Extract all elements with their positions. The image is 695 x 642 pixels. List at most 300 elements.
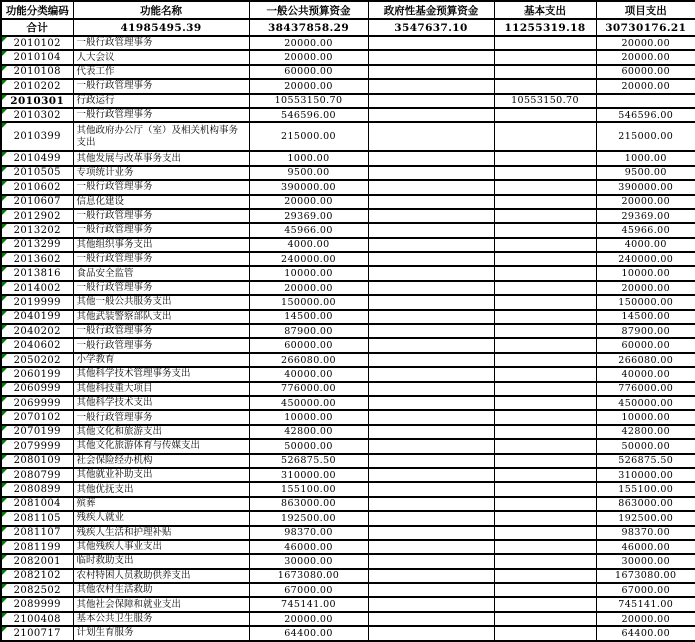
general-budget-cell[interactable]: 310000.00 [249,468,368,482]
general-budget-cell[interactable]: 20000.00 [249,281,368,295]
basic-expenditure-cell[interactable] [494,540,596,554]
project-expenditure-cell[interactable]: 50000.00 [596,439,695,453]
general-budget-cell[interactable]: 45966.00 [249,223,368,237]
basic-expenditure-cell[interactable] [494,65,596,79]
function-name-cell[interactable]: 其他科技重大项目 [73,382,249,396]
function-code-cell[interactable]: 2010202 [1,79,73,93]
government-fund-cell[interactable] [368,425,494,439]
project-expenditure-cell[interactable]: 45966.00 [596,223,695,237]
government-fund-cell[interactable] [368,252,494,266]
error-indicator-icon [2,483,7,488]
error-indicator-icon [2,397,7,402]
function-name-cell[interactable]: 其他武装警察部队支出 [73,310,249,324]
table-row [1,626,695,640]
basic-expenditure-cell[interactable] [494,511,596,525]
general-budget-cell[interactable]: 776000.00 [249,382,368,396]
basic-expenditure-cell[interactable] [494,410,596,424]
general-budget-cell[interactable]: 60000.00 [249,65,368,79]
basic-expenditure-cell[interactable] [494,180,596,194]
general-budget-cell[interactable]: 20000.00 [249,195,368,209]
government-fund-cell[interactable] [368,94,494,108]
general-budget-cell[interactable]: 546596.00 [249,108,368,122]
function-code-cell[interactable]: 2010499 [1,151,73,165]
project-expenditure-cell[interactable]: 20000.00 [596,36,695,50]
government-fund-cell[interactable] [368,79,494,93]
government-fund-cell[interactable] [368,439,494,453]
general-budget-cell[interactable]: 42800.00 [249,425,368,439]
table-row [1,310,695,324]
basic-expenditure-cell[interactable] [494,338,596,352]
function-name-cell[interactable]: 残疾人生活和护理补贴 [73,526,249,540]
function-code-cell[interactable]: 2019999 [1,295,73,309]
government-fund-cell[interactable] [368,554,494,568]
government-fund-cell[interactable] [368,209,494,223]
project-expenditure-cell[interactable]: 266080.00 [596,353,695,367]
basic-expenditure-cell[interactable] [494,151,596,165]
government-fund-cell[interactable] [368,295,494,309]
government-fund-cell[interactable] [368,526,494,540]
function-code-cell[interactable]: 2040202 [1,324,73,338]
project-expenditure-cell[interactable]: 64400.00 [596,626,695,640]
project-expenditure-cell[interactable]: 60000.00 [596,65,695,79]
total-general-budget-cell[interactable]: 38437858.29 [249,19,368,36]
basic-expenditure-cell[interactable] [494,195,596,209]
basic-expenditure-cell[interactable] [494,583,596,597]
basic-expenditure-cell[interactable] [494,108,596,122]
function-code-cell[interactable]: 2010301 [1,94,73,108]
table-row [1,410,695,424]
function-name-cell[interactable]: 其他优抚支出 [73,482,249,496]
function-name-cell[interactable]: 农村特困人员救助供养支出 [73,569,249,583]
government-fund-cell[interactable] [368,367,494,381]
col-header-project-expenditure[interactable]: 项目支出 [596,1,695,19]
project-expenditure-cell[interactable]: 546596.00 [596,108,695,122]
project-expenditure-cell[interactable]: 1000.00 [596,151,695,165]
basic-expenditure-cell[interactable] [494,569,596,583]
table-row [1,94,695,108]
general-budget-cell[interactable]: 40000.00 [249,367,368,381]
general-budget-cell[interactable]: 150000.00 [249,295,368,309]
government-fund-cell[interactable] [368,180,494,194]
function-name-cell[interactable]: 信息化建设 [73,195,249,209]
government-fund-cell[interactable] [368,223,494,237]
general-budget-cell[interactable]: 10553150.70 [249,94,368,108]
col-header-function-name[interactable]: 功能名称 [73,1,249,19]
function-name-cell[interactable]: 一般行政管理事务 [73,338,249,352]
general-budget-cell[interactable]: 9500.00 [249,166,368,180]
function-code-cell[interactable]: 2010399 [1,122,73,151]
col-header-government-fund-budget[interactable]: 政府性基金预算资金 [368,1,494,19]
basic-expenditure-cell[interactable] [494,526,596,540]
function-code-cell[interactable]: 2050202 [1,353,73,367]
table-row [1,238,695,252]
government-fund-cell[interactable] [368,382,494,396]
project-expenditure-cell[interactable]: 10000.00 [596,266,695,280]
project-expenditure-cell[interactable]: 215000.00 [596,122,695,151]
general-budget-cell[interactable]: 29369.00 [249,209,368,223]
project-expenditure-cell[interactable]: 98370.00 [596,526,695,540]
basic-expenditure-cell[interactable] [494,612,596,626]
project-expenditure-cell[interactable]: 14500.00 [596,310,695,324]
general-budget-cell[interactable]: 240000.00 [249,252,368,266]
general-budget-cell[interactable]: 14500.00 [249,310,368,324]
project-expenditure-cell[interactable]: 20000.00 [596,281,695,295]
project-expenditure-cell[interactable]: 390000.00 [596,180,695,194]
basic-expenditure-cell[interactable] [494,497,596,511]
basic-expenditure-cell[interactable]: 10553150.70 [494,94,596,108]
table-row [1,454,695,468]
basic-expenditure-cell[interactable] [494,50,596,64]
error-indicator-icon [2,224,7,229]
table-row [1,281,695,295]
basic-expenditure-cell[interactable] [494,425,596,439]
government-fund-cell[interactable] [368,540,494,554]
error-indicator-icon [2,37,7,42]
project-expenditure-cell[interactable]: 87900.00 [596,324,695,338]
general-budget-cell[interactable]: 46000.00 [249,540,368,554]
function-code-cell[interactable]: 2080109 [1,454,73,468]
function-code-cell[interactable]: 2060999 [1,382,73,396]
project-expenditure-cell[interactable]: 67000.00 [596,583,695,597]
table-row [1,209,695,223]
error-indicator-icon [2,152,7,157]
error-indicator-icon [2,598,7,603]
government-fund-cell[interactable] [368,281,494,295]
total-label-cell[interactable]: 合计 [1,19,73,36]
project-expenditure-cell[interactable]: 450000.00 [596,396,695,410]
project-expenditure-cell[interactable]: 240000.00 [596,252,695,266]
error-indicator-icon [2,469,7,474]
function-code-cell[interactable]: 2040602 [1,338,73,352]
function-code-cell[interactable]: 2010302 [1,108,73,122]
function-name-cell[interactable]: 其他科学技术支出 [73,396,249,410]
function-name-cell[interactable]: 人大会议 [73,50,249,64]
error-indicator-icon [2,325,7,330]
government-fund-cell[interactable] [368,310,494,324]
table-row [1,79,695,93]
project-expenditure-cell[interactable]: 192500.00 [596,511,695,525]
government-fund-cell[interactable] [368,353,494,367]
function-name-cell[interactable]: 一般行政管理事务 [73,410,249,424]
general-budget-cell[interactable]: 60000.00 [249,338,368,352]
project-expenditure-cell[interactable]: 1673080.00 [596,569,695,583]
table-row [1,468,695,482]
general-budget-cell[interactable]: 863000.00 [249,497,368,511]
function-name-cell[interactable]: 食品安全监管 [73,266,249,280]
basic-expenditure-cell[interactable] [494,382,596,396]
project-expenditure-cell[interactable]: 776000.00 [596,382,695,396]
government-fund-cell[interactable] [368,583,494,597]
basic-expenditure-cell[interactable] [494,353,596,367]
function-code-cell[interactable]: 2082001 [1,554,73,568]
project-expenditure-cell[interactable]: 42800.00 [596,425,695,439]
function-code-cell[interactable]: 2014002 [1,281,73,295]
general-budget-cell[interactable]: 526875.50 [249,454,368,468]
function-code-cell[interactable]: 2070102 [1,410,73,424]
general-budget-cell[interactable]: 450000.00 [249,396,368,410]
error-indicator-icon [2,555,7,560]
function-code-cell[interactable]: 2089999 [1,597,73,611]
basic-expenditure-cell[interactable] [494,223,596,237]
basic-expenditure-cell[interactable] [494,626,596,640]
general-budget-cell[interactable]: 1673080.00 [249,569,368,583]
function-code-cell[interactable]: 2081105 [1,511,73,525]
function-name-cell[interactable]: 其他就业补助支出 [73,468,249,482]
project-expenditure-cell[interactable]: 40000.00 [596,367,695,381]
government-fund-cell[interactable] [368,151,494,165]
function-code-cell[interactable]: 2082502 [1,583,73,597]
function-name-cell[interactable]: 其他残疾人事业支出 [73,540,249,554]
table-row [1,252,695,266]
government-fund-cell[interactable] [368,597,494,611]
error-indicator-icon [2,95,7,100]
basic-expenditure-cell[interactable] [494,266,596,280]
government-fund-cell[interactable] [368,166,494,180]
project-expenditure-cell[interactable]: 10000.00 [596,410,695,424]
error-indicator-icon [2,368,7,373]
col-header-general-public-budget[interactable]: 一般公共预算资金 [249,1,368,19]
table-row [1,166,695,180]
function-name-cell[interactable]: 专项统计业务 [73,166,249,180]
function-name-cell[interactable]: 其他社会保障和就业支出 [73,597,249,611]
table-row [1,266,695,280]
total-overall-cell[interactable]: 41985495.39 [73,19,249,36]
project-expenditure-cell[interactable]: 20000.00 [596,195,695,209]
general-budget-cell[interactable]: 20000.00 [249,612,368,626]
basic-expenditure-cell[interactable] [494,209,596,223]
function-name-cell[interactable]: 一般行政管理事务 [73,281,249,295]
function-name-cell[interactable]: 其他组织事务支出 [73,238,249,252]
government-fund-cell[interactable] [368,612,494,626]
general-budget-cell[interactable]: 4000.00 [249,238,368,252]
function-name-cell[interactable]: 临时救助支出 [73,554,249,568]
function-code-cell[interactable]: 2010607 [1,195,73,209]
project-expenditure-cell[interactable]: 20000.00 [596,79,695,93]
project-expenditure-cell[interactable]: 745141.00 [596,597,695,611]
table-row [1,295,695,309]
function-name-cell[interactable]: 基本公共卫生服务 [73,612,249,626]
table-row [1,338,695,352]
function-code-cell[interactable]: 2080799 [1,468,73,482]
table-row [1,324,695,338]
error-indicator-icon [2,239,7,244]
error-indicator-icon [2,282,7,287]
government-fund-cell[interactable] [368,497,494,511]
government-fund-cell[interactable] [368,468,494,482]
basic-expenditure-cell[interactable] [494,252,596,266]
function-name-cell[interactable]: 其他政府办公厅（室）及相关机构事务支出 [73,122,249,151]
table-row [1,396,695,410]
error-indicator-icon [2,512,7,517]
function-code-cell[interactable]: 2082102 [1,569,73,583]
government-fund-cell[interactable] [368,396,494,410]
function-name-cell[interactable]: 其他一般公共服务支出 [73,295,249,309]
function-code-cell[interactable]: 2013299 [1,238,73,252]
function-code-cell[interactable]: 2081199 [1,540,73,554]
table-row [1,195,695,209]
project-expenditure-cell[interactable]: 60000.00 [596,338,695,352]
general-budget-cell[interactable]: 20000.00 [249,50,368,64]
government-fund-cell[interactable] [368,122,494,151]
function-code-cell[interactable]: 2010602 [1,180,73,194]
function-name-cell[interactable]: 社会保险经办机构 [73,454,249,468]
general-budget-cell[interactable]: 98370.00 [249,526,368,540]
project-expenditure-cell[interactable]: 526875.50 [596,454,695,468]
general-budget-cell[interactable]: 215000.00 [249,122,368,151]
function-name-cell[interactable]: 一般行政管理事务 [73,324,249,338]
function-code-cell[interactable]: 2080899 [1,482,73,496]
function-code-cell[interactable]: 2010505 [1,166,73,180]
general-budget-cell[interactable]: 20000.00 [249,79,368,93]
project-expenditure-cell[interactable]: 46000.00 [596,540,695,554]
function-code-cell[interactable]: 2040199 [1,310,73,324]
general-budget-cell[interactable]: 20000.00 [249,36,368,50]
general-budget-cell[interactable]: 192500.00 [249,511,368,525]
table-row [1,65,695,79]
government-fund-cell[interactable] [368,511,494,525]
function-name-cell[interactable]: 其他文化和旅游支出 [73,425,249,439]
general-budget-cell[interactable]: 745141.00 [249,597,368,611]
function-name-cell[interactable]: 计划生育服务 [73,626,249,640]
project-expenditure-cell[interactable]: 4000.00 [596,238,695,252]
function-name-cell[interactable]: 其他科学技术管理事务支出 [73,367,249,381]
general-budget-cell[interactable]: 87900.00 [249,324,368,338]
col-header-basic-expenditure[interactable]: 基本支出 [494,1,596,19]
general-budget-cell[interactable]: 10000.00 [249,410,368,424]
basic-expenditure-cell[interactable] [494,238,596,252]
government-fund-cell[interactable] [368,482,494,496]
government-fund-cell[interactable] [368,266,494,280]
table-row [1,612,695,626]
project-expenditure-cell[interactable]: 863000.00 [596,497,695,511]
function-name-cell[interactable]: 残疾人就业 [73,511,249,525]
basic-expenditure-cell[interactable] [494,79,596,93]
project-expenditure-cell[interactable]: 20000.00 [596,612,695,626]
function-code-cell[interactable]: 2013202 [1,223,73,237]
government-fund-cell[interactable] [368,454,494,468]
project-expenditure-cell[interactable] [596,94,695,108]
project-expenditure-cell[interactable]: 150000.00 [596,295,695,309]
table-row [1,497,695,511]
basic-expenditure-cell[interactable] [494,122,596,151]
function-name-cell[interactable]: 殡葬 [73,497,249,511]
basic-expenditure-cell[interactable] [494,324,596,338]
total-basic-expenditure-cell[interactable]: 11255319.18 [494,19,596,36]
general-budget-cell[interactable]: 1000.00 [249,151,368,165]
function-code-cell[interactable]: 2010108 [1,65,73,79]
project-expenditure-cell[interactable]: 20000.00 [596,50,695,64]
general-budget-cell[interactable]: 64400.00 [249,626,368,640]
function-code-cell[interactable]: 2079999 [1,439,73,453]
function-name-cell[interactable]: 一般行政管理事务 [73,223,249,237]
project-expenditure-cell[interactable]: 155100.00 [596,482,695,496]
basic-expenditure-cell[interactable] [494,454,596,468]
function-code-cell[interactable]: 2013602 [1,252,73,266]
general-budget-cell[interactable]: 10000.00 [249,266,368,280]
function-code-cell[interactable]: 2070199 [1,425,73,439]
government-fund-cell[interactable] [368,108,494,122]
function-name-cell[interactable]: 一般行政管理事务 [73,108,249,122]
error-indicator-icon [2,267,7,272]
project-expenditure-cell[interactable]: 29369.00 [596,209,695,223]
function-name-cell[interactable]: 一般行政管理事务 [73,180,249,194]
table-row [1,511,695,525]
function-code-cell[interactable]: 2013816 [1,266,73,280]
function-name-cell[interactable]: 代表工作 [73,65,249,79]
basic-expenditure-cell[interactable] [494,482,596,496]
project-expenditure-cell[interactable]: 30000.00 [596,554,695,568]
function-code-cell[interactable]: 2010102 [1,36,73,50]
function-code-cell[interactable]: 2010104 [1,50,73,64]
general-budget-cell[interactable]: 390000.00 [249,180,368,194]
total-row [1,19,695,36]
basic-expenditure-cell[interactable] [494,439,596,453]
basic-expenditure-cell[interactable] [494,468,596,482]
general-budget-cell[interactable]: 67000.00 [249,583,368,597]
basic-expenditure-cell[interactable] [494,554,596,568]
function-name-cell[interactable]: 其他文化旅游体育与传媒支出 [73,439,249,453]
project-expenditure-cell[interactable]: 310000.00 [596,468,695,482]
function-code-cell[interactable]: 2100717 [1,626,73,640]
government-fund-cell[interactable] [368,195,494,209]
function-code-cell[interactable]: 2081004 [1,497,73,511]
function-name-cell[interactable]: 其他发展与改革事务支出 [73,151,249,165]
general-budget-cell[interactable]: 30000.00 [249,554,368,568]
government-fund-cell[interactable] [368,50,494,64]
col-header-function-code[interactable]: 功能分类编码 [1,1,73,19]
basic-expenditure-cell[interactable] [494,597,596,611]
function-code-cell[interactable]: 2060199 [1,367,73,381]
basic-expenditure-cell[interactable] [494,166,596,180]
general-budget-cell[interactable]: 50000.00 [249,439,368,453]
table-row [1,36,695,50]
government-fund-cell[interactable] [368,324,494,338]
total-government-fund-cell[interactable]: 3547637.10 [368,19,494,36]
basic-expenditure-cell[interactable] [494,295,596,309]
basic-expenditure-cell[interactable] [494,281,596,295]
function-code-cell[interactable]: 2069999 [1,396,73,410]
function-name-cell[interactable]: 一般行政管理事务 [73,252,249,266]
total-project-expenditure-cell[interactable]: 30730176.21 [596,19,695,36]
government-fund-cell[interactable] [368,238,494,252]
government-fund-cell[interactable] [368,338,494,352]
function-name-cell[interactable]: 一般行政管理事务 [73,209,249,223]
function-name-cell[interactable]: 一般行政管理事务 [73,79,249,93]
function-name-cell[interactable]: 其他农村生活救助 [73,583,249,597]
function-name-cell[interactable]: 小学教育 [73,353,249,367]
function-name-cell[interactable]: 一般行政管理事务 [73,36,249,50]
function-code-cell[interactable]: 2081107 [1,526,73,540]
government-fund-cell[interactable] [368,65,494,79]
government-fund-cell[interactable] [368,36,494,50]
function-name-cell[interactable]: 行政运行 [73,94,249,108]
function-code-cell[interactable]: 2012902 [1,209,73,223]
project-expenditure-cell[interactable]: 9500.00 [596,166,695,180]
government-fund-cell[interactable] [368,569,494,583]
basic-expenditure-cell[interactable] [494,310,596,324]
general-budget-cell[interactable]: 155100.00 [249,482,368,496]
government-fund-cell[interactable] [368,410,494,424]
general-budget-cell[interactable]: 266080.00 [249,353,368,367]
basic-expenditure-cell[interactable] [494,396,596,410]
table-row [1,367,695,381]
table-row [1,382,695,396]
table-row [1,482,695,496]
function-code-cell[interactable]: 2100408 [1,612,73,626]
government-fund-cell[interactable] [368,626,494,640]
basic-expenditure-cell[interactable] [494,36,596,50]
basic-expenditure-cell[interactable] [494,367,596,381]
